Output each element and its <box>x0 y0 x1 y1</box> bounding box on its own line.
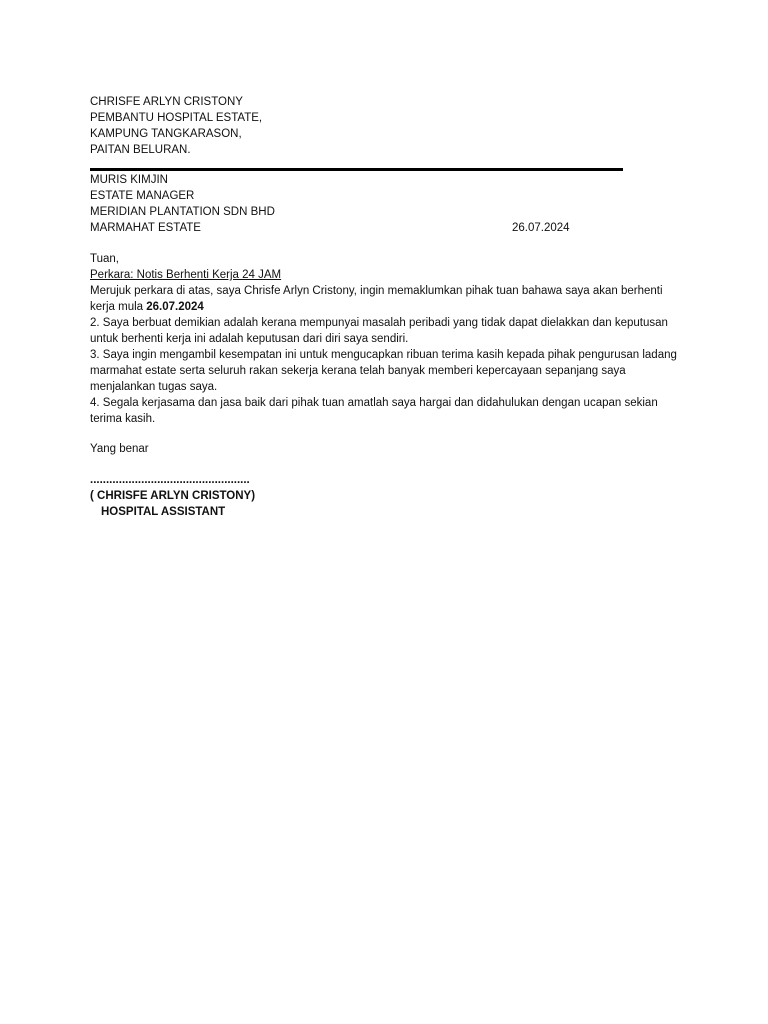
signature-name: ( CHRISFE ARLYN CRISTONY) <box>90 490 256 502</box>
closing <box>90 441 680 457</box>
signature-block <box>90 472 680 520</box>
letterhead-divider <box>90 168 623 171</box>
paragraph-1-text: Merujuk perkara di atas, saya Chrisfe Arlyn Cristony, ingin memaklumkan pihak tuan bahawa saya akan berhenti kerja mula <box>90 285 663 313</box>
sender-position: PEMBANTU HOSPITAL ESTATE, <box>90 112 263 124</box>
paragraph-3: 3. Saya ingin mengambil kesempatan ini untuk mengucapkan ribuan terima kasih kepada pihak pengurusan ladang marmahat estate serta seluruh rakan sekerja kerana telah banyak memberi kepercayaan sepanjang saya menjalankan tugas saya. <box>90 349 677 393</box>
sender-address <box>90 94 680 158</box>
paragraph-2: 2. Saya berbuat demikian adalah kerana mempunyai masalah peribadi yang tidak dapat dielakkan dan keputusan untuk berhenti kerja ini adalah keputusan dari diri saya sendiri. <box>90 317 668 345</box>
signature-title: HOSPITAL ASSISTANT <box>101 506 226 518</box>
salutation: Tuan, <box>90 253 119 265</box>
letter-date: 26.07.2024 <box>512 222 570 234</box>
recipient-company: MERIDIAN PLANTATION SDN BHD <box>90 206 275 218</box>
recipient-position: ESTATE MANAGER <box>90 190 195 202</box>
recipient-name: MURIS KIMJIN <box>90 174 168 186</box>
paragraph-1-date: 26.07.2024 <box>146 301 204 313</box>
sender-address-line-2: PAITAN BELURAN. <box>90 144 191 156</box>
signature-line: .................................................. <box>90 474 250 486</box>
paragraph-1 <box>90 283 680 315</box>
recipient-address <box>90 172 680 236</box>
sender-address-line-1: KAMPUNG TANGKARASON, <box>90 128 242 140</box>
subject-line: Perkara: Notis Berhenti Kerja 24 JAM <box>90 269 282 281</box>
sender-name: CHRISFE ARLYN CRISTONY <box>90 96 243 108</box>
closing-text: Yang benar <box>90 443 149 455</box>
recipient-estate: MARMAHAT ESTATE <box>90 222 201 234</box>
letter-body <box>90 251 680 427</box>
paragraph-4: 4. Segala kerjasama dan jasa baik dari pihak tuan amatlah saya hargai dan didahulukan dengan ucapan sekian terima kasih. <box>90 397 658 425</box>
